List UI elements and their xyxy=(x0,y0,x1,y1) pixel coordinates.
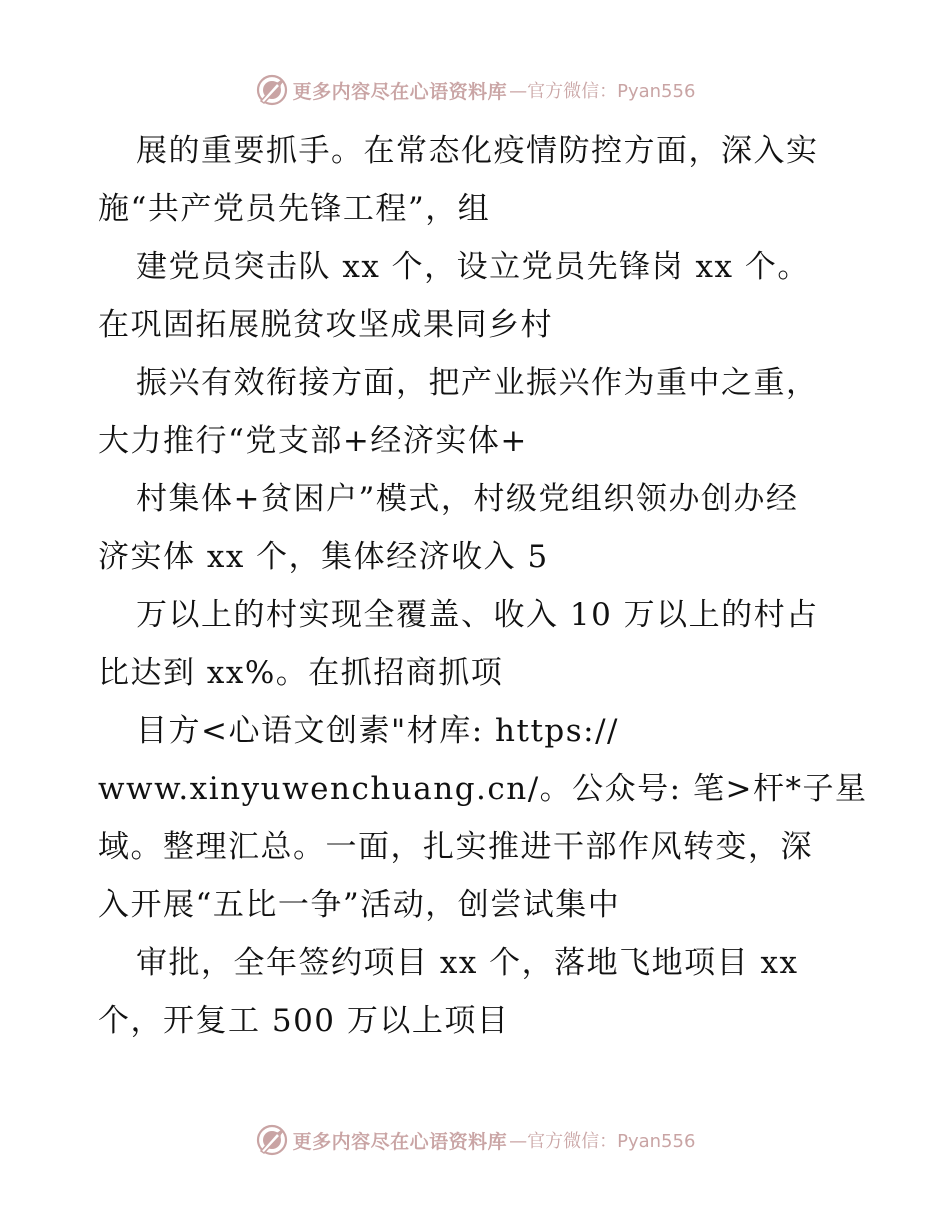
header-watermark xyxy=(0,70,950,110)
body-line-10: 比达到 xx%。在抓招商抓项 xyxy=(98,655,504,691)
body-line-11: 目方<心语文创素"材库: https:// xyxy=(136,713,619,749)
body-line-14: 入开展“五比一争”活动，创尝试集中 xyxy=(98,887,621,923)
pen-logo-icon xyxy=(255,1123,289,1157)
body-line-3: 建党员突击队 xx 个，设立党员先锋岗 xx 个。 xyxy=(136,249,810,285)
body-line-12: www.xinyuwenchuang.cn/。公众号: 笔>杆*子星 xyxy=(98,771,868,807)
body-line-16: 个，开复工 500 万以上项目 xyxy=(98,1003,510,1039)
pen-logo-icon xyxy=(255,73,289,107)
header-watermark-wechat: —官方微信：Pyan556 xyxy=(509,81,696,102)
body-line-1: 展的重要抓手。在常态化疫情防控方面，深入实 xyxy=(136,133,819,169)
body-line-15: 审批，全年签约项目 xx 个，落地飞地项目 xx xyxy=(136,945,799,981)
body-line-9: 万以上的村实现全覆盖、收入 10 万以上的村占 xyxy=(136,597,819,633)
footer-watermark-title: 更多内容尽在心语资料库 xyxy=(292,1130,508,1153)
body-line-13: 域。整理汇总。一面，扎实推进干部作风转变，深 xyxy=(98,829,813,865)
footer-watermark xyxy=(0,1120,950,1160)
body-line-2: 施“共产党员先锋工程”，组 xyxy=(98,191,491,227)
body-line-4: 在巩固拓展脱贫攻坚成果同乡村 xyxy=(98,307,553,343)
header-watermark-title: 更多内容尽在心语资料库 xyxy=(292,80,508,103)
document-body xyxy=(98,122,868,1050)
body-line-7: 村集体+贫困户”模式，村级党组织领办创办经 xyxy=(136,481,799,517)
body-line-8: 济实体 xx 个，集体经济收入 5 xyxy=(98,539,549,575)
footer-watermark-wechat: —官方微信：Pyan556 xyxy=(509,1131,696,1152)
body-line-6: 大力推行“党支部+经济实体+ xyxy=(98,423,528,459)
body-line-5: 振兴有效衔接方面，把产业振兴作为重中之重， xyxy=(136,365,819,401)
